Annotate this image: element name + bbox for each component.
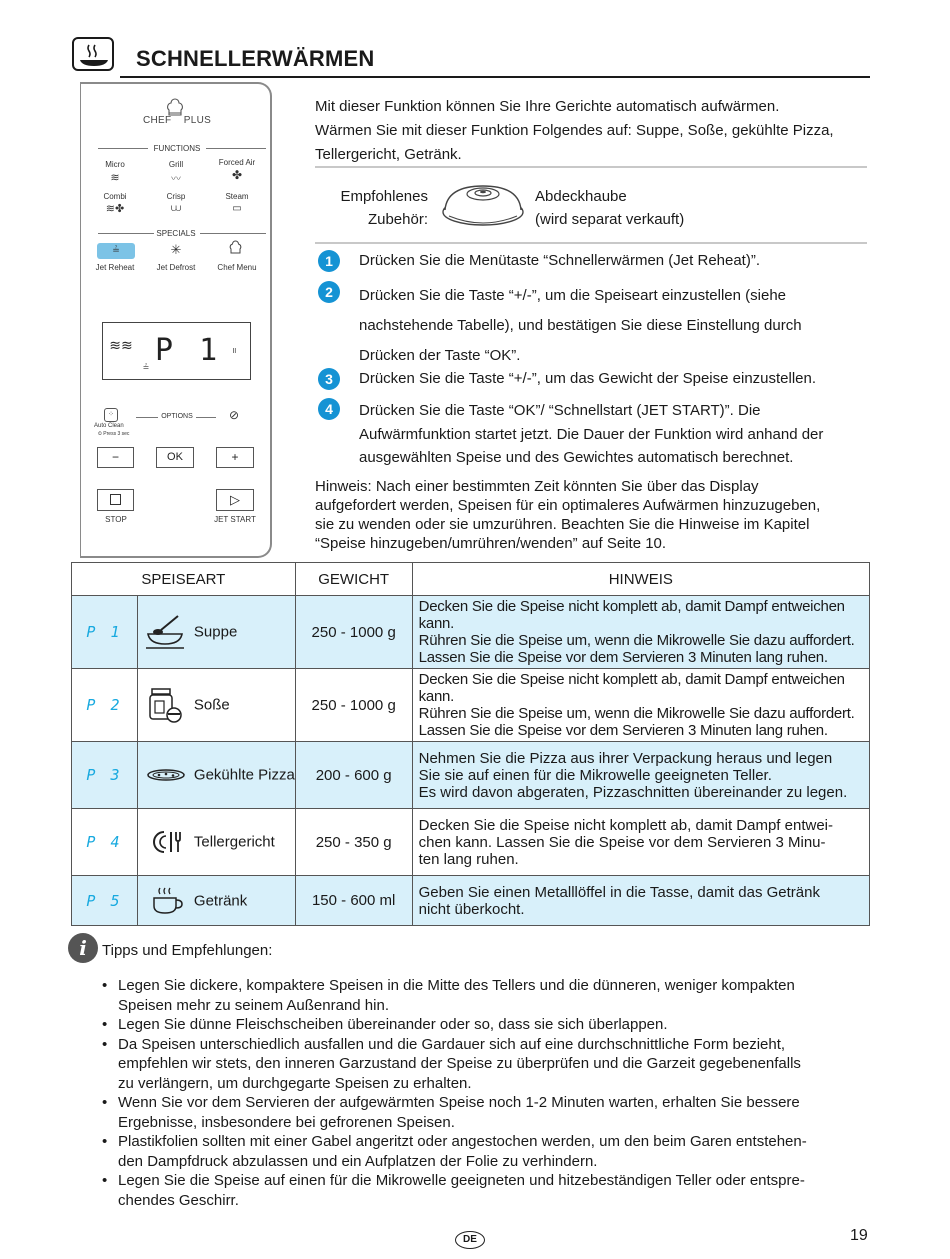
header-weight: GEWICHT	[295, 563, 412, 596]
divider	[315, 166, 867, 168]
divider	[98, 233, 154, 234]
step-2-text: Drücken Sie die Taste “+/-”, um die Speiseart einzustellen (siehe nachstehende Tabelle), und bestätigen Sie diese Einstellung durch Drücken der Taste “OK”.	[359, 287, 802, 364]
weight-cell: 200 - 600 g	[295, 742, 412, 809]
hint-note: Hinweis: Nach einer bestimmten Zeit könnten Sie über das Display aufgefordert werden, Speisen für ein optimaleres Aufwärmen hinzuzugeben, sie zu wenden oder sie umzurühren. Beachten Sie die Hinweise im Kapitel “Speise hinzugeben/umrühren/wenden” auf Seite 10.	[315, 478, 821, 552]
special-jet-defrost[interactable]: Jet Defrost	[156, 263, 196, 272]
hint-cell: Decken Sie die Speise nicht komplett ab, damit Dampf entweichen kann. Rühren Sie die Speise um, wenn die Mikrowelle Sie dazu auffordert. Lassen Sie die Speise vor dem Servieren 3 Minuten lang ruhen.	[412, 669, 869, 742]
food-cell	[137, 876, 295, 926]
jet-start-label: JET START	[214, 515, 256, 524]
accessory-description: Abdeckhaube (wird separat verkauft)	[535, 188, 685, 228]
food-name: Tellergericht	[193, 833, 275, 851]
jet-reheat-icon: ≟	[112, 245, 120, 255]
sauce-jar-icon	[144, 685, 188, 725]
auto-clean-icon[interactable]: ⁘	[104, 408, 118, 422]
mode-steam[interactable]: Steam	[225, 192, 249, 201]
weight-cell: 250 - 1000 g	[295, 669, 412, 742]
table-row	[72, 809, 870, 876]
step-number-4: 4	[318, 398, 340, 420]
reheat-indicator-icon: ≟	[142, 363, 150, 372]
mode-crisp[interactable]: Crisp	[166, 192, 186, 201]
divider	[98, 148, 148, 149]
jet-start-button[interactable]	[216, 489, 254, 511]
header-food: SPEISEART	[72, 563, 296, 596]
press-hint: ⏲ Press 3 sec	[98, 431, 130, 437]
intro-line: Wärmen Sie mit dieser Funktion Folgendes auf: Suppe, Soße, gekühlte Pizza,	[315, 122, 834, 139]
program-code: P 4	[72, 809, 138, 876]
hint-cell: Geben Sie einen Metalllöffel in die Tasse, damit das Getränk nicht überkocht.	[412, 876, 869, 926]
lcd-display	[102, 322, 251, 380]
soup-bowl-icon	[144, 612, 188, 652]
step-number-3: 3	[318, 368, 340, 390]
plate-cutlery-icon	[150, 828, 184, 856]
table-row	[72, 742, 870, 809]
auto-clean-label: Auto Clean	[94, 423, 124, 429]
stop-square-icon	[110, 494, 121, 505]
divider	[136, 417, 158, 418]
food-name: Soße	[193, 696, 230, 714]
pizza-icon	[146, 765, 186, 785]
plus-button[interactable]: +	[216, 447, 254, 468]
food-cell	[137, 596, 295, 669]
stop-button[interactable]	[97, 489, 134, 511]
tips-title: Tipps und Empfehlungen:	[102, 942, 273, 959]
list-item: • Da Speisen unterschiedlich ausfallen und die Gardauer sich auf eine durchschnittliche Form bezieht, empfehlen wir stets, den inneren Garzustand der Speise zu überprüfen und die Garzeit gegebenenfalls zu verlängern, um durchgegarte Speisen zu erhalten.	[100, 1035, 865, 1094]
program-code: P 5	[72, 876, 138, 926]
intro-text	[315, 95, 875, 167]
combi-icon: ≋✤	[105, 203, 125, 215]
step-number-1: 1	[318, 250, 340, 272]
ok-button[interactable]: OK	[156, 447, 194, 468]
program-code: P 2	[72, 669, 138, 742]
food-cell	[137, 809, 295, 876]
stop-label: STOP	[105, 515, 127, 524]
table-row	[72, 876, 870, 926]
list-item: • Legen Sie dünne Fleischscheiben übereinander oder so, dass sie sich überlappen.	[100, 1015, 865, 1035]
steam-icon: ▭	[232, 203, 242, 214]
intro-line: Mit dieser Funktion können Sie Ihre Gerichte automatisch aufwärmen.	[315, 98, 780, 115]
brand-logo: CHEF PLUS	[143, 115, 212, 126]
fan-icon: ✤	[231, 168, 243, 182]
grill-icon: 〰	[171, 174, 181, 185]
reheat-plate-icon	[72, 37, 114, 71]
hint-cell: Decken Sie die Speise nicht komplett ab, damit Dampf entwei- chen kann. Lassen Sie die Speise vor dem Servieren 3 Minu- ten lang ruhen.	[412, 809, 869, 876]
divider	[200, 233, 266, 234]
microwave-cover-icon	[441, 178, 525, 228]
list-item: • Plastikfolien sollten mit einer Gabel angeritzt oder angestochen werden, um den beim Garen entstehen- den Dampfdruck abzulassen und ein Aufplatzen der Folie zu verhindern.	[100, 1132, 865, 1171]
control-panel-edge	[80, 82, 81, 558]
food-name: Gekühlte Pizza	[193, 766, 295, 784]
info-icon: i	[68, 933, 98, 963]
snowflake-icon: ✳	[170, 242, 182, 257]
special-jet-reheat[interactable]: Jet Reheat	[95, 263, 135, 272]
food-name: Suppe	[193, 623, 238, 641]
hint-cell: Nehmen Sie die Pizza aus ihrer Verpackung heraus und legen Sie sie auf einen für die Mikrowelle geeigneten Teller. Es wird davon abgeraten, Pizzaschnitten übereinander zu legen.	[412, 742, 869, 809]
micro-waves-icon: ≋	[110, 172, 120, 184]
divider	[206, 148, 266, 149]
play-icon: ▷	[230, 492, 240, 507]
options-label: OPTIONS	[161, 413, 193, 420]
table-row	[72, 669, 870, 742]
weight-cell: 150 - 600 ml	[295, 876, 412, 926]
list-item: • Wenn Sie vor dem Servieren der aufgewärmten Speise noch 1-2 Minuten warten, erhalten Sie bessere Ergebnisse, insbesondere bei gefrorenen Speisen.	[100, 1093, 865, 1132]
food-table	[71, 562, 870, 926]
weight-cell: 250 - 1000 g	[295, 596, 412, 669]
table-header-row	[72, 563, 870, 596]
intro-line: Tellergericht, Getränk.	[315, 146, 462, 163]
program-code: P 1	[72, 596, 138, 669]
functions-label: FUNCTIONS	[153, 144, 201, 153]
mode-grill[interactable]: Grill	[168, 160, 184, 169]
mode-micro[interactable]: Micro	[105, 160, 125, 169]
page-number: 19	[850, 1227, 868, 1244]
list-item: • Legen Sie die Speise auf einen für die Mikrowelle geeigneten und hitzebeständigen Teller oder entspre- chendes Geschirr.	[100, 1171, 865, 1210]
step-4-text: Drücken Sie die Taste “OK”/ “Schnellstart (JET START)”. Die Aufwärmfunktion startet jetzt. Die Dauer der Funktion wird anhand der ausgewählten Speise und des Gewichtes automatisch berechnet.	[359, 402, 824, 466]
micro-waves-icon: ≋≋	[109, 337, 133, 353]
tips-list	[100, 976, 865, 1210]
step-3-text: Drücken Sie die Taste “+/-”, um das Gewicht der Speise einzustellen.	[359, 370, 817, 387]
sound-off-icon[interactable]: ⊘	[228, 408, 240, 422]
special-chef-menu[interactable]: Chef Menu	[217, 263, 257, 272]
list-item: • Legen Sie dickere, kompaktere Speisen in die Mitte des Tellers und die dünneren, weniger kompakten Speisen mehr zu seinem Außenrand hin.	[100, 976, 865, 1015]
crisp-icon: ⩊	[170, 203, 182, 214]
accessory-label: Empfohlenes Zubehör:	[340, 188, 428, 228]
control-panel	[80, 82, 272, 558]
table-row	[72, 596, 870, 669]
page-title: SCHNELLERWÄRMEN	[136, 46, 375, 71]
program-code: P 3	[72, 742, 138, 809]
language-badge: DE	[455, 1231, 485, 1249]
header-hint: HINWEIS	[412, 563, 869, 596]
divider	[315, 242, 867, 244]
chef-hat-icon	[227, 240, 245, 258]
food-name: Getränk	[193, 892, 248, 909]
specials-label: SPECIALS	[156, 229, 196, 238]
mode-forced-air[interactable]: Forced Air	[218, 158, 256, 167]
mode-combi[interactable]: Combi	[103, 192, 127, 201]
food-cell	[137, 742, 295, 809]
title-rule	[120, 76, 870, 78]
lcd-program-code: P 1	[155, 333, 222, 368]
step-number-2: 2	[318, 281, 340, 303]
divider	[196, 417, 216, 418]
step-1-text: Drücken Sie die Menütaste “Schnellerwärmen (Jet Reheat)”.	[359, 252, 761, 269]
minus-button[interactable]: −	[97, 447, 134, 468]
weight-cell: 250 - 350 g	[295, 809, 412, 876]
cup-icon	[150, 885, 184, 917]
steam-indicator-icon: ॥	[231, 346, 237, 355]
food-cell	[137, 669, 295, 742]
hint-cell: Decken Sie die Speise nicht komplett ab, damit Dampf entweichen kann. Rühren Sie die Speise um, wenn die Mikrowelle Sie dazu auffordert. Lassen Sie die Speise vor dem Servieren 3 Minuten lang ruhen.	[412, 596, 869, 669]
